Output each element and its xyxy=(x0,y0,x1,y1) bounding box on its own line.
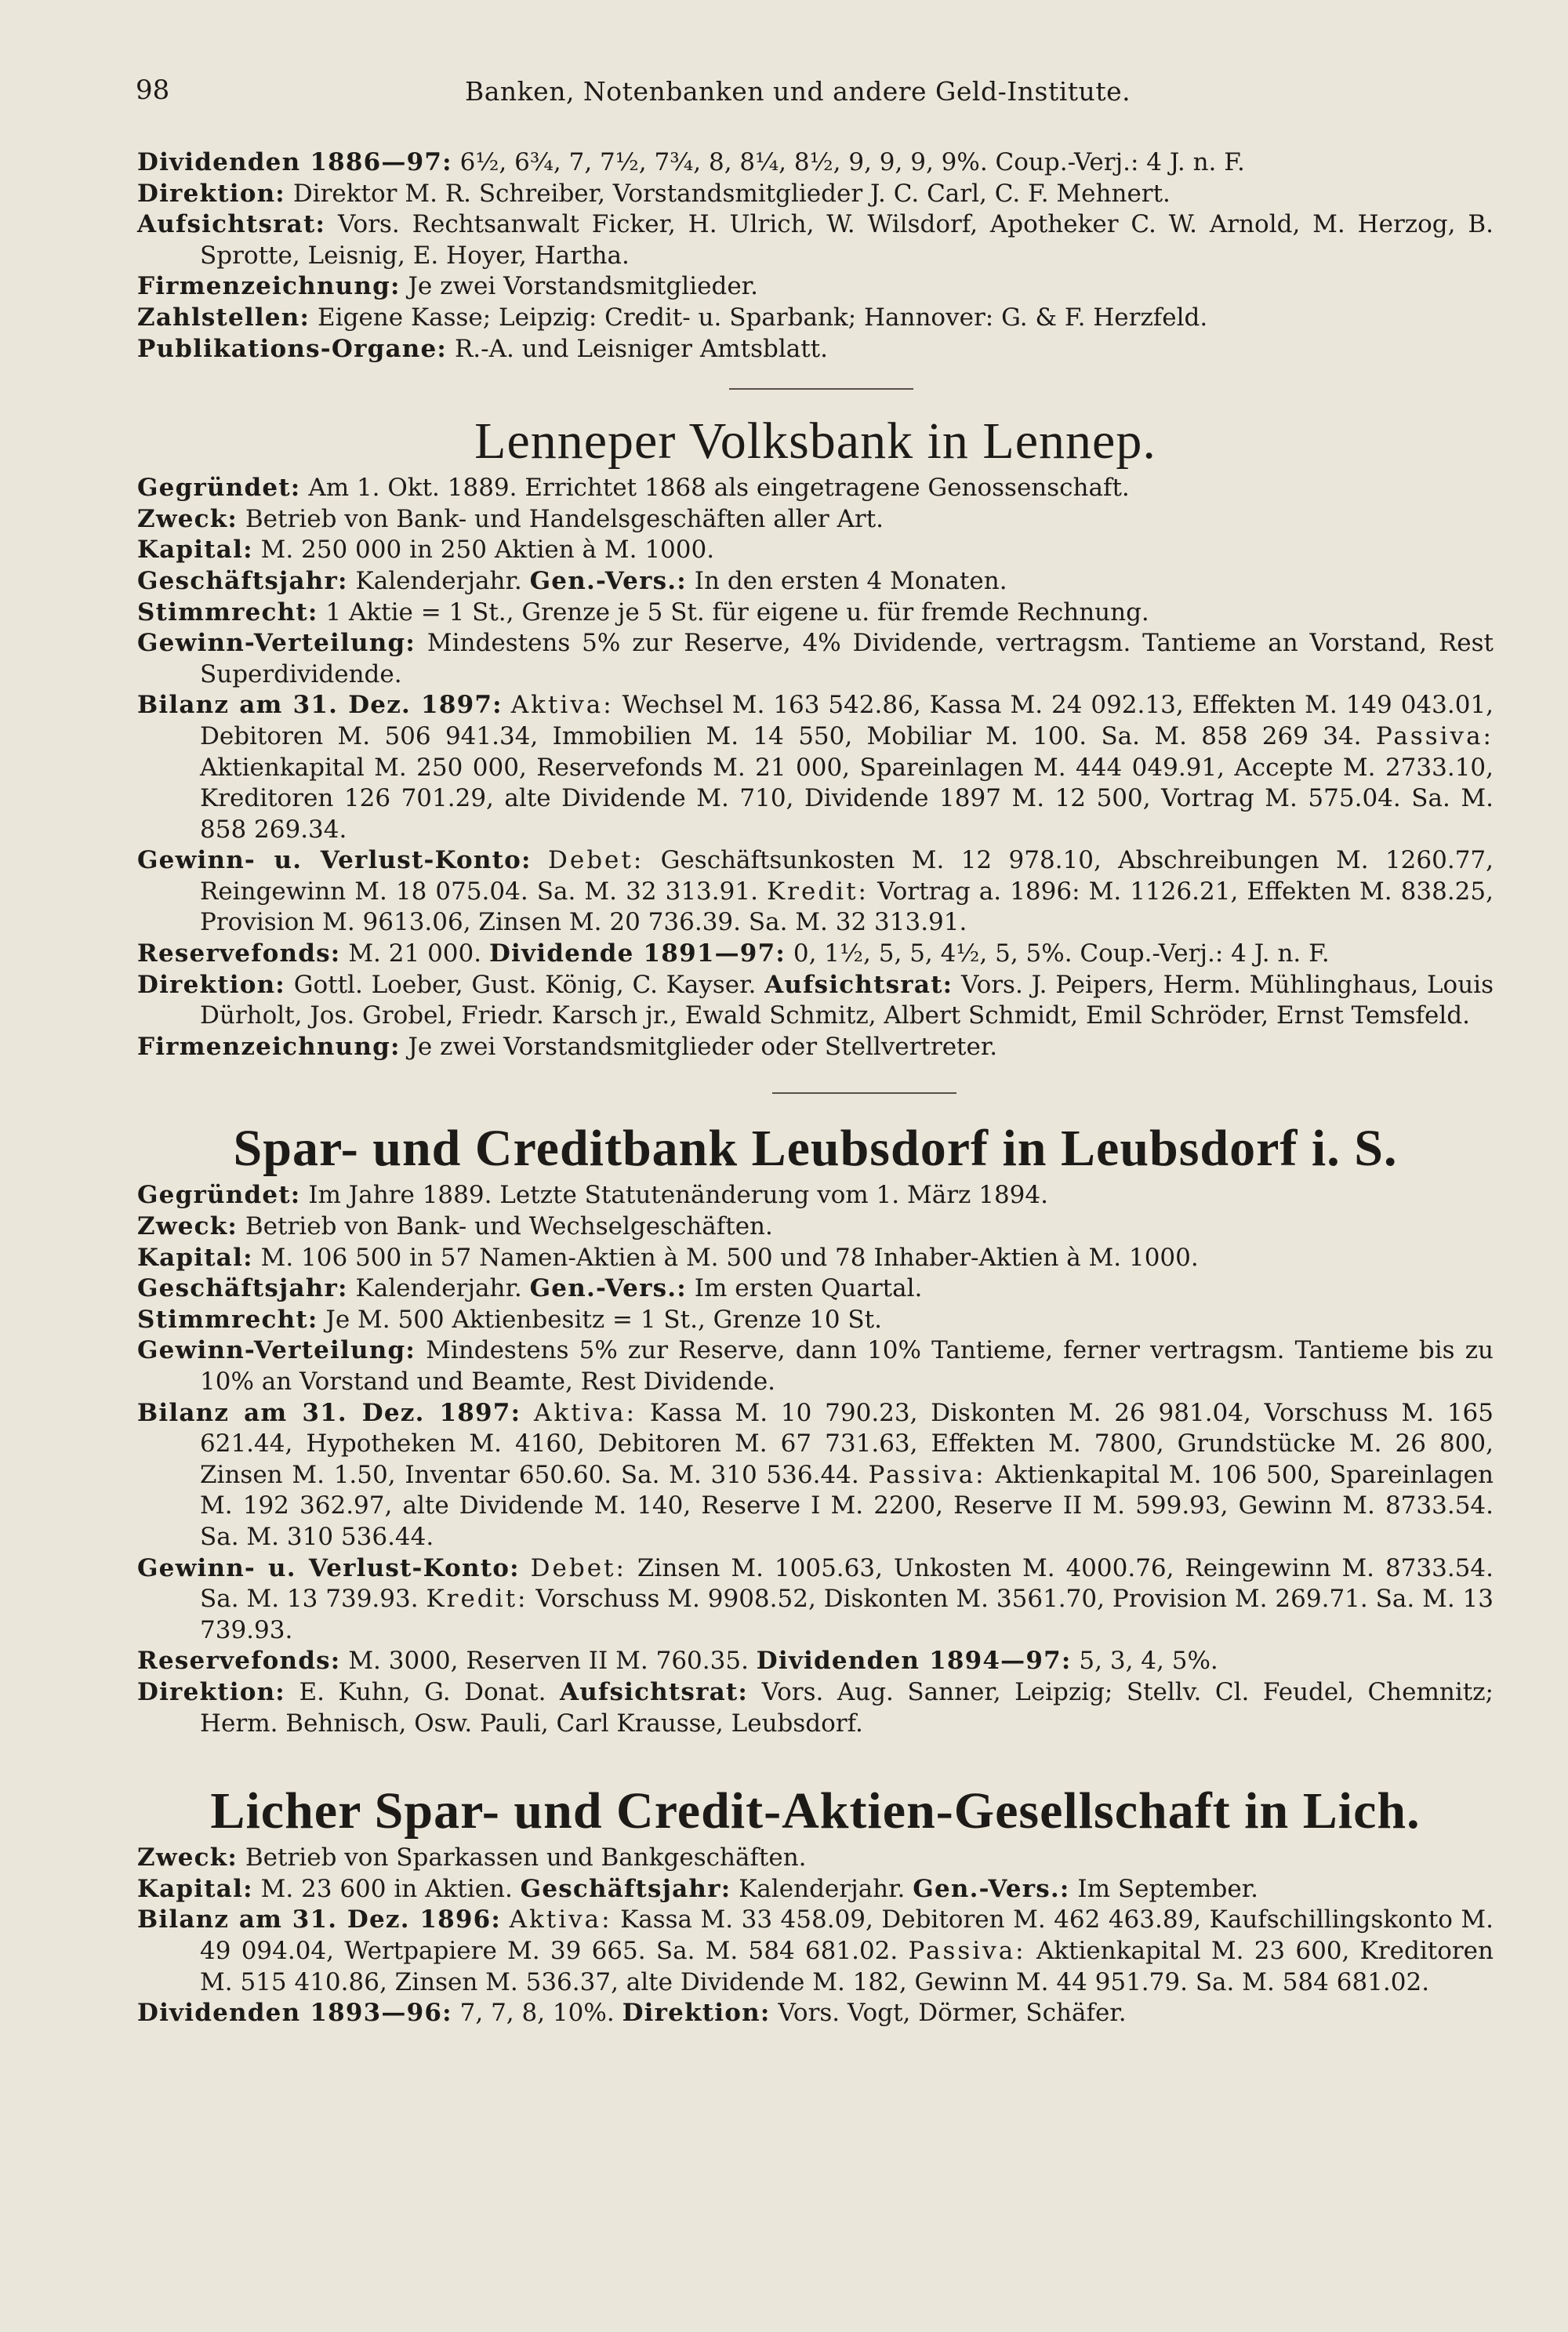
cont-direktion: Direktion: Direktor M. R. Schreiber, Vorstandsmitglieder J. C. Carl, C. F. Mehnert. xyxy=(137,179,1171,208)
firmenzeichnung-line: Firmenzeichnung: Je zwei Vorstandsmitglieder oder Stellvertreter. xyxy=(137,1032,998,1061)
cont-zahlstellen: Zahlstellen: Eigene Kasse; Leipzig: Credit- u. Sparbank; Hannover: G. & F. Herzfeld. xyxy=(137,303,1208,332)
cont-dividenden: Dividenden 1886—97: 6½, 6¾, 7, 7½, 7¾, 8, 8¼, 8½, 9, 9, 9, 9%. Coup.-Verj.: 4 J. n. F. xyxy=(137,148,1245,176)
stimmrecht-line: Stimmrecht: 1 Aktie = 1 St., Grenze je 5 St. für eigene u. für fremde Rechnung. xyxy=(137,598,1149,627)
gewinn-verteilung-line: Gewinn-Verteilung: Mindestens 5% zur Reserve, 4% Dividende, vertragsm. Tantieme an Vorstand, Rest Superdividende. xyxy=(137,629,1494,688)
cont-aufsichtsrat: Aufsichtsrat: Vors. Rechtsanwalt Ficker, H. Ulrich, W. Wilsdorf, Apotheker C. W. Arnold, M. Herzog, B. Sprotte, Leisnig, E. Hoyer, Hartha. xyxy=(137,210,1494,270)
cont-firmenzeichnung: Firmenzeichnung: Je zwei Vorstandsmitglieder. xyxy=(137,272,758,301)
section-divider xyxy=(729,388,913,390)
entry-lenneper-volksbank xyxy=(137,410,1494,1062)
page-header xyxy=(136,74,1458,106)
gewinn-verteilung-line: Gewinn-Verteilung: Mindestens 5% zur Reserve, dann 10% Tantieme, ferner vertragsm. Tantieme bis zu 10% an Vorstand und Beamte, Rest Dividende. xyxy=(137,1336,1494,1396)
page-number: 98 xyxy=(136,74,170,106)
kapital-line: Kapital: M. 250 000 in 250 Aktien à M. 1000. xyxy=(137,536,715,565)
gegruendet-line: Gegründet: Am 1. Okt. 1889. Errichtet 1868 als eingetragene Genossenschaft. xyxy=(137,474,1130,503)
zweck-line: Zweck: Betrieb von Bank- und Handelsgeschäften aller Art. xyxy=(137,504,884,533)
cont-publikations-organe: Publikations-Organe: R.-A. und Leisniger Amtsblatt. xyxy=(137,334,828,363)
kapital-line: Kapital: M. 23 600 in Aktien. Geschäftsjahr: Kalenderjahr. Gen.-Vers.: Im September. xyxy=(137,1874,1258,1903)
dividenden-direktion-line: Dividenden 1893—96: 7, 7, 8, 10%. Direktion: Vors. Vogt, Dörmer, Schäfer. xyxy=(137,1999,1127,2028)
section-divider xyxy=(772,1092,956,1094)
reserve-dividende-line: Reservefonds: M. 3000, Reserven II M. 760.35. Dividenden 1894—97: 5, 3, 4, 5%. xyxy=(137,1647,1218,1676)
direktion-paragraph: Direktion: E. Kuhn, G. Donat. Aufsichtsrat: Vors. Aug. Sanner, Leipzig; Stellv. Cl. Feudel, Chemnitz; Herm. Behnisch, Osw. Pauli, Carl Krausse, Leubsdorf. xyxy=(137,1677,1494,1738)
bank-title: Licher Spar- und Credit-Aktien-Gesellschaft in Lich. xyxy=(210,1782,1421,1840)
running-title: Banken, Notenbanken und andere Geld-Institute. xyxy=(465,76,1131,107)
geschaeftsjahr-line: Geschäftsjahr: Kalenderjahr. Gen.-Vers.: In den ersten 4 Monaten. xyxy=(137,566,1007,595)
gegruendet-line: Gegründet: Im Jahre 1889. Letzte Statutenänderung vom 1. März 1894. xyxy=(137,1181,1048,1210)
zweck-line: Zweck: Betrieb von Sparkassen und Bankgeschäften. xyxy=(137,1843,807,1873)
stimmrecht-line: Stimmrecht: Je M. 500 Aktienbesitz = 1 St., Grenze 10 St. xyxy=(137,1305,882,1334)
bank-title: Spar- und Creditbank Leubsdorf in Leubsdorf i. S. xyxy=(233,1120,1398,1178)
bilanz-paragraph: Bilanz am 31. Dez. 1896: Aktiva: Kassa M. 33 458.09, Debitoren M. 462 463.89, Kaufschillingskonto M. 49 094.04, Wertpapiere M. 39 665. Sa. M. 584 681.02. Passiva: Aktienkapital M. 23 600, Kreditoren M. 515 410.86, Zinsen M. 536.37, alte Dividende M. 182, Gewinn M. 44 951.79. Sa. M. 584 681.02. xyxy=(137,1905,1494,1996)
continuation-entry xyxy=(137,147,1494,365)
guv-paragraph: Gewinn- u. Verlust-Konto: Debet: Geschäftsunkosten M. 12 978.10, Abschreibungen M. 1260.77, Reingewinn M. 18 075.04. Sa. M. 32 313.91. Kredit: Vortrag a. 1896: M. 1126.21, Effekten M. 838.25, Provision M. 9613.06, Zinsen M. 20 736.39. Sa. M. 32 313.91. xyxy=(137,846,1494,937)
entry-leubsdorf-creditbank xyxy=(137,1117,1494,1739)
guv-paragraph: Gewinn- u. Verlust-Konto: Debet: Zinsen M. 1005.63, Unkosten M. 4000.76, Reingewinn M. 8733.54. Sa. M. 13 739.93. Kredit: Vorschuss M. 9908.52, Diskonten M. 3561.70, Provision M. 269.71. Sa. M. 13 739.93. xyxy=(137,1553,1494,1644)
reserve-dividende-line: Reservefonds: M. 21 000. Dividende 1891—97: 0, 1½, 5, 5, 4½, 5, 5%. Coup.-Verj.: 4 J. n. F. xyxy=(137,939,1330,968)
entry-licher-spar-credit xyxy=(137,1780,1494,2029)
zweck-line: Zweck: Betrieb von Bank- und Wechselgeschäften. xyxy=(137,1212,773,1241)
kapital-line: Kapital: M. 106 500 in 57 Namen-Aktien à M. 500 und 78 Inhaber-Aktien à M. 1000. xyxy=(137,1243,1199,1272)
bank-title: Lenneper Volksbank in Lennep. xyxy=(474,412,1156,470)
direktion-paragraph: Direktion: Gottl. Loeber, Gust. König, C. Kayser. Aufsichtsrat: Vors. J. Peipers, Herm. Mühlinghaus, Louis Dürholt, Jos. Grobel, Friedr. Karsch jr., Ewald Schmitz, Albert Schmidt, Emil Schröder, Ernst Temsfeld. xyxy=(137,970,1494,1030)
bilanz-paragraph: Bilanz am 31. Dez. 1897: Aktiva: Wechsel M. 163 542.86, Kassa M. 24 092.13, Effekten M. 149 043.01, Debitoren M. 506 941.34, Immobilien M. 14 550, Mobiliar M. 100. Sa. M. 858 269 34. Passiva: Aktienkapital M. 250 000, Reservefonds M. 21 000, Spareinlagen M. 444 049.91, Accepte M. 2733.10, Kreditoren 126 701.29, alte Dividende M. 710, Dividende 1897 M. 12 500, Vortrag M. 575.04. Sa. M. 858 269.34. xyxy=(137,691,1494,844)
bilanz-paragraph: Bilanz am 31. Dez. 1897: Aktiva: Kassa M. 10 790.23, Diskonten M. 26 981.04, Vorschuss M. 165 621.44, Hypotheken M. 4160, Debitoren M. 67 731.63, Effekten M. 7800, Grundstücke M. 26 800, Zinsen M. 1.50, Inventar 650.60. Sa. M. 310 536.44. Passiva: Aktienkapital M. 106 500, Spareinlagen M. 192 362.97, alte Dividende M. 140, Reserve I M. 2200, Reserve II M. 599.93, Gewinn M. 8733.54. Sa. M. 310 536.44. xyxy=(137,1398,1494,1551)
page-content xyxy=(137,147,1494,2029)
geschaeftsjahr-line: Geschäftsjahr: Kalenderjahr. Gen.-Vers.: Im ersten Quartal. xyxy=(137,1274,923,1303)
